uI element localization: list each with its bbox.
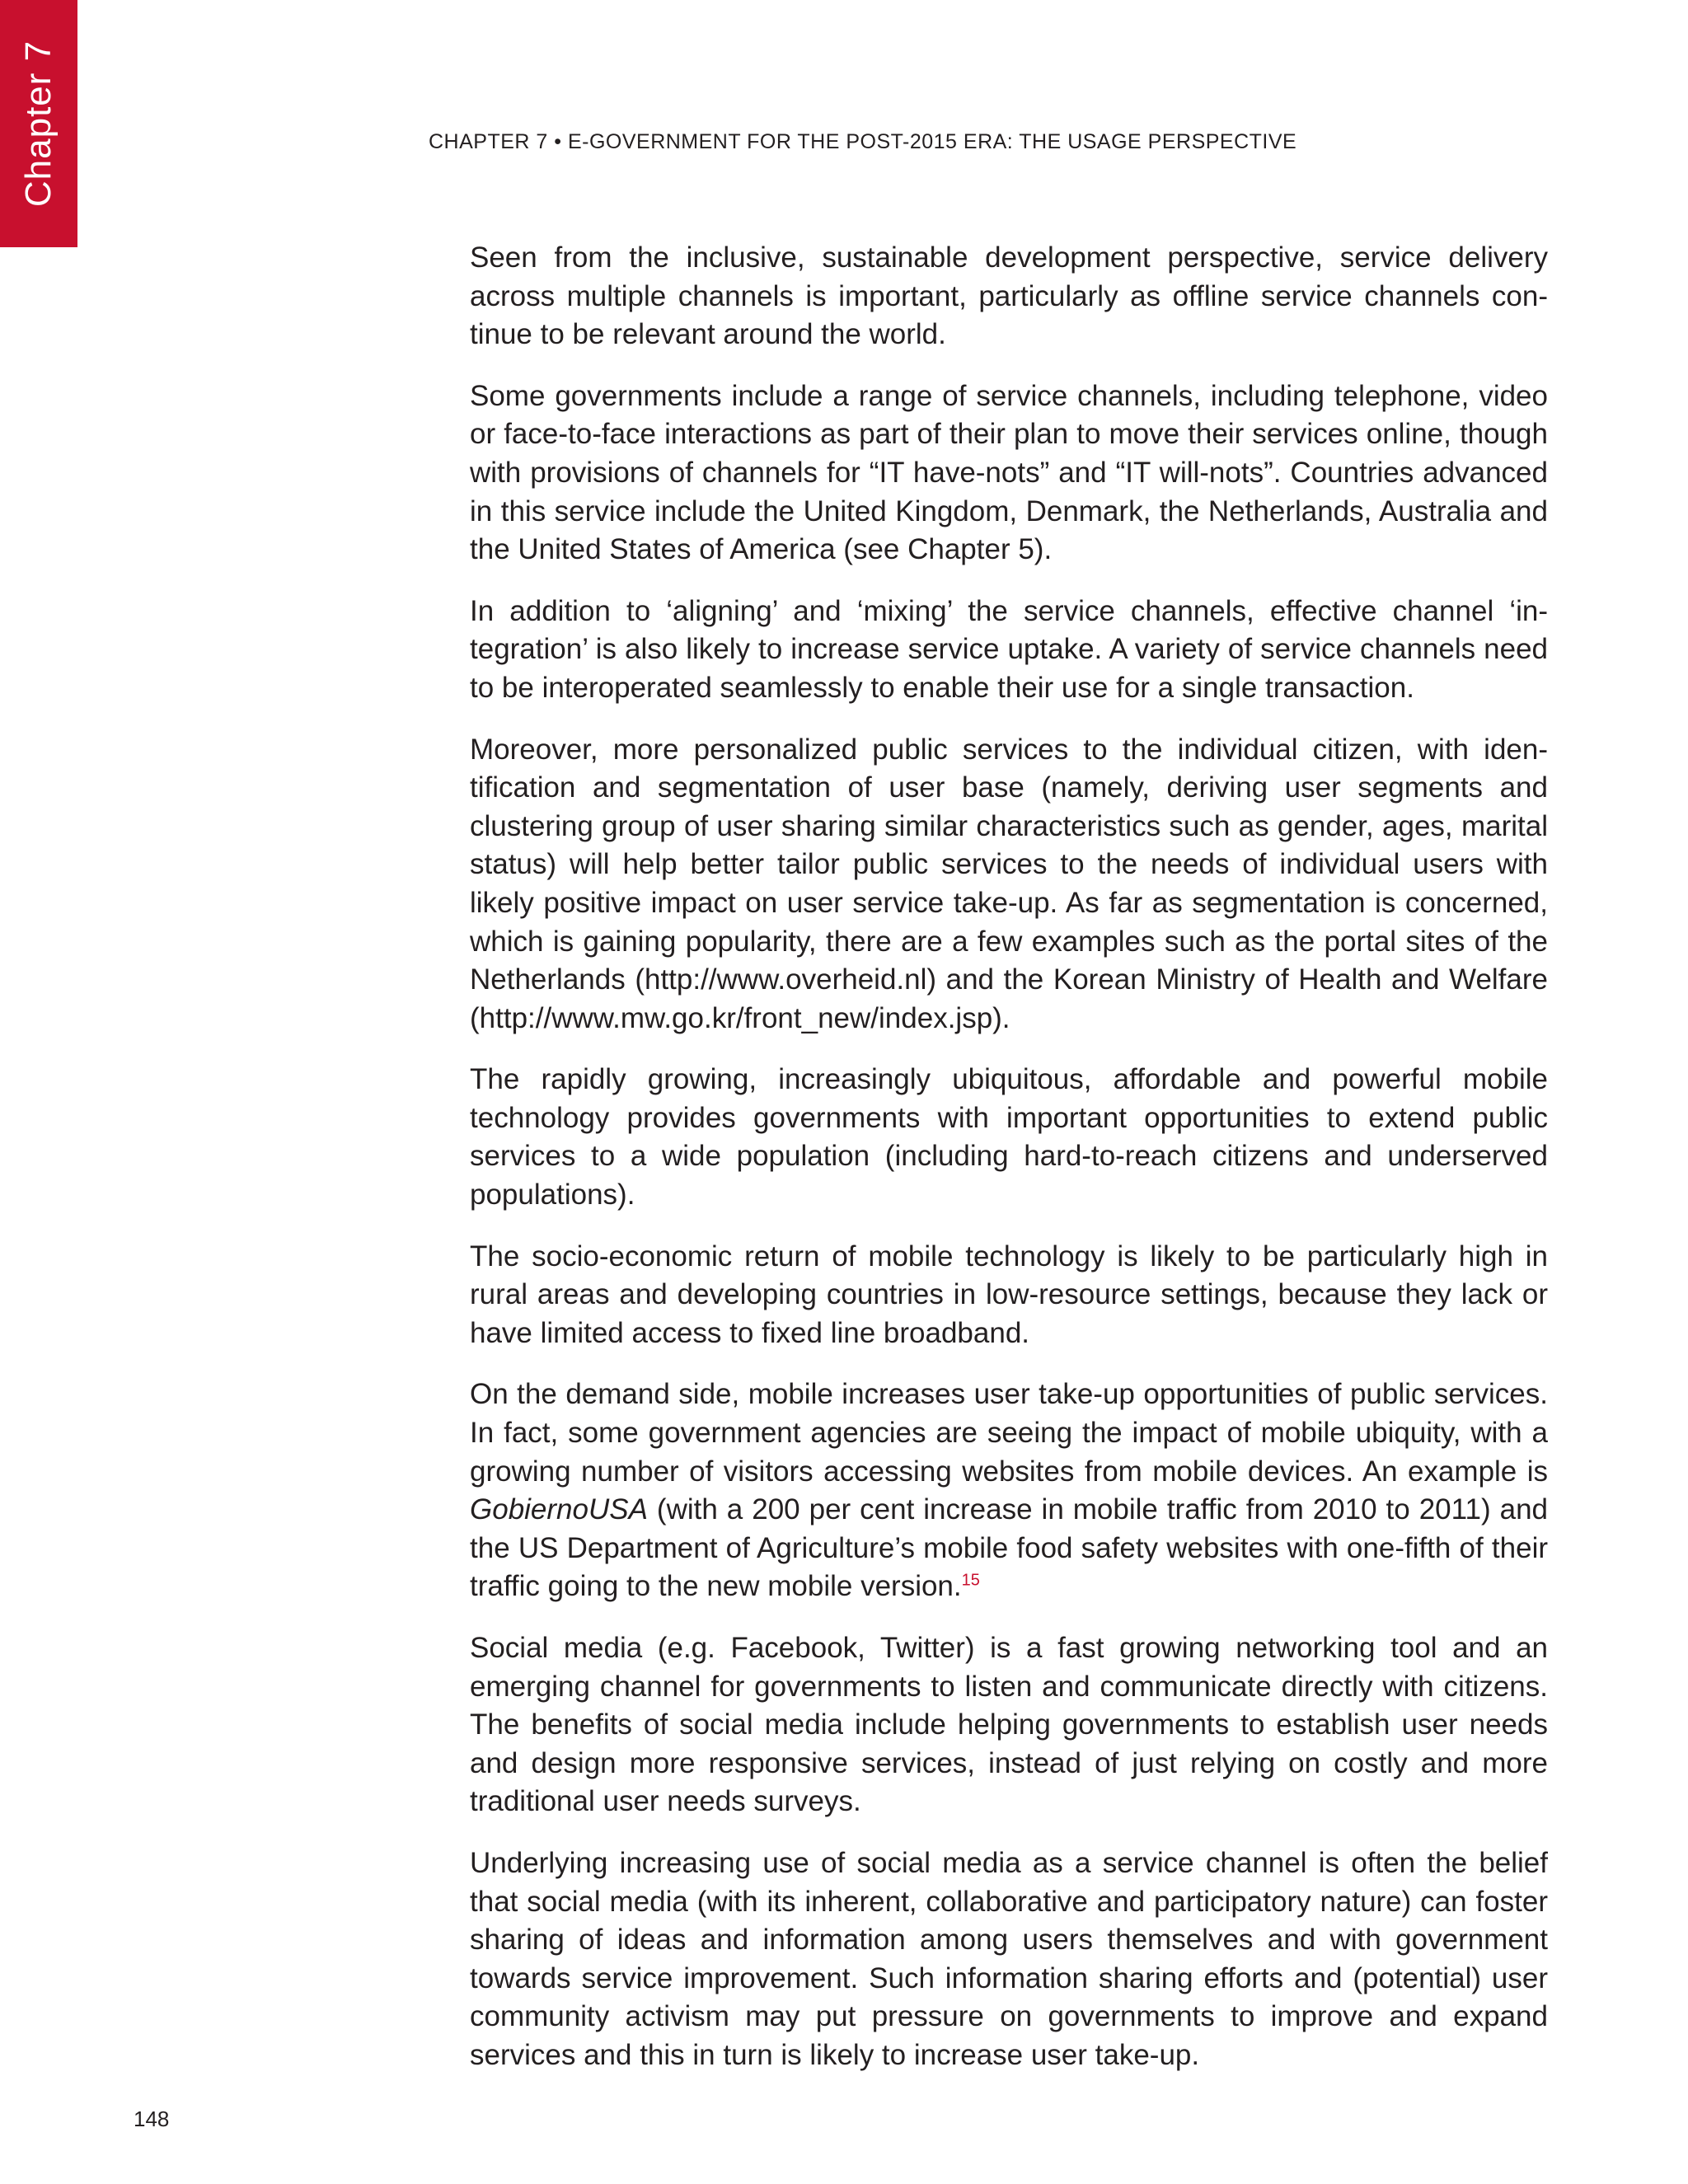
paragraph-social-media-belief: Underlying increasing use of social media as a service channel is often the belief that social media (with its inherent, collaborative and participatory nature) can foster sharing of ideas and information among users themselves and with government towards service improvement. Such information sharing efforts and (potential) user community activism may put pressure on governments to improve and expand services and this in turn is likely to increase user take-up. — [470, 1846, 1548, 2071]
body-text — [470, 239, 1548, 2098]
chapter-tab-label: Chapter 7 — [18, 40, 59, 208]
running-header: CHAPTER 7 • E-GOVERNMENT FOR THE POST-2015 ERA: THE USAGE PERSPECTIVE — [429, 130, 1297, 153]
chapter-tab — [0, 0, 77, 247]
gobierno-usa-italic: GobiernoUSA — [470, 1493, 648, 1526]
paragraph-personalization: Moreover, more personalized public services to the individual citizen, with identification and segmentation of user base (namely, deriving user segments and clustering group of user sharing similar characteristics such as gender, ages, marital status) will help better tailor public services to the needs of individual users with likely positive impact on user service take-up. As far as segmentation is concerned, which is gaining popularity, there are a few examples such as the portal sites of the Netherlands (http://www.overheid.nl) and the Korean Ministry of Health and Welfare (http://www.mw.go.kr/front_new/index.jsp). — [470, 733, 1548, 1034]
demand-side-text-1: On the demand side, mobile increases user take-up opportunities of public services. In fact, some government agencies are seeing the impact of mobile ubiquity, with a growing number of visitors accessing websites from mobile devices. An example is — [470, 1378, 1548, 1488]
page-number: 148 — [134, 2107, 170, 2131]
paragraph-service-channels: Some governments include a range of service channels, including telephone, video or face-to-face interactions as part of their plan to move their services online, though with provisions of channels for “IT have-nots” and “IT will-nots”. Countries advanced in this service include the United Kingdom, Denmark, the Netherlands, Australia and the United States of America (see Chapter 5). — [470, 379, 1548, 566]
paragraph-integration: In addition to ‘aligning’ and ‘mixing’ the service channels, effective channel ‘integration’ is also likely to increase service uptake. A variety of service channels need to be interoperated seamlessly to enable their use for a single transaction. — [470, 594, 1548, 704]
paragraph-social-media: Social media (e.g. Facebook, Twitter) is a fast growing networking tool and an emerging channel for governments to listen and communicate directly with citizens. The benefits of social media include helping governments to establish user needs and design more responsive services, instead of just relying on costly and more traditional user needs surveys. — [470, 1632, 1548, 1818]
demand-side-text-2: (with a 200 per cent increase in mobile traffic from 2010 to 2011) and the US Department of Agriculture’s mobile food safety websites with one-fifth of their traffic going to the new mobile version. — [470, 1493, 1548, 1603]
paragraph-channels: Seen from the inclusive, sustainable development perspective, service delivery across multiple channels is important, particularly as offline service channels continue to be relevant around the world. — [470, 241, 1548, 351]
paragraph-mobile-technology: The rapidly growing, increasingly ubiquitous, affordable and powerful mobile technology provides governments with important opportunities to extend public services to a wide population (including hard-to-reach citizens and underserved populations). — [470, 1063, 1548, 1212]
footnote-ref-15[interactable]: 15 — [961, 1571, 980, 1590]
paragraph-socio-economic: The socio-economic return of mobile technology is likely to be particularly high in rural areas and developing countries in low-resource settings, because they lack or have limited access to fixed line broadband. — [470, 1240, 1548, 1349]
paragraph-demand-side — [470, 1376, 1548, 1606]
